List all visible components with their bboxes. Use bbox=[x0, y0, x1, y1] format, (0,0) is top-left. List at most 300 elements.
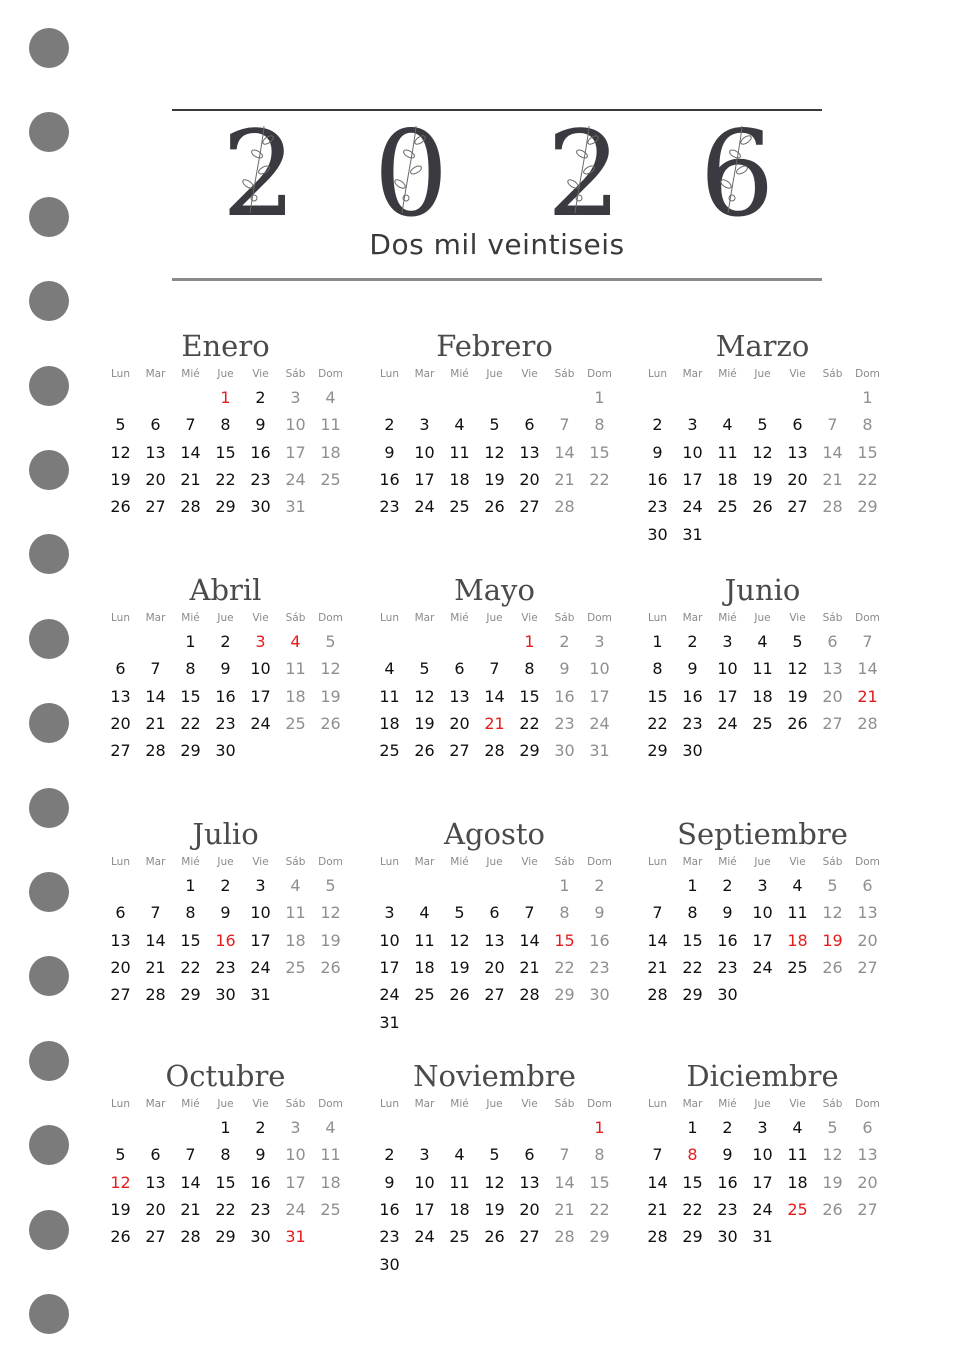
weekday-label: Vie bbox=[789, 1098, 806, 1110]
calendar-day: 6 bbox=[454, 659, 465, 679]
calendar-day: 6 bbox=[862, 876, 873, 895]
calendar-day: 3 bbox=[594, 632, 605, 651]
holiday-day: 21 bbox=[484, 713, 505, 733]
month-name: Noviembre bbox=[413, 1059, 576, 1093]
weekday-label: Mar bbox=[682, 368, 703, 380]
calendar-day: 22 bbox=[647, 713, 668, 733]
calendar-day: 29 bbox=[647, 741, 668, 761]
calendar-day: 5 bbox=[489, 415, 500, 435]
calendar-day: 24 bbox=[717, 713, 738, 733]
calendar-day: 8 bbox=[652, 659, 663, 679]
calendar-day: 13 bbox=[449, 686, 470, 706]
calendar-day: 2 bbox=[384, 1145, 395, 1165]
calendar-day: 8 bbox=[687, 903, 698, 923]
calendar-day: 15 bbox=[857, 442, 878, 462]
calendar-day: 28 bbox=[647, 985, 668, 1005]
calendar-day: 24 bbox=[285, 1199, 306, 1219]
calendar-day: 27 bbox=[484, 985, 505, 1005]
weekday-label: Jue bbox=[486, 612, 503, 624]
calendar-day: 31 bbox=[589, 741, 610, 761]
calendar-day: 18 bbox=[379, 713, 400, 733]
calendar-day: 21 bbox=[822, 469, 843, 489]
calendar-day: 1 bbox=[185, 876, 196, 895]
calendar-day: 6 bbox=[489, 903, 500, 923]
calendar-day: 28 bbox=[647, 1227, 668, 1247]
calendar-day: 31 bbox=[250, 985, 271, 1005]
calendar-day: 9 bbox=[594, 903, 605, 923]
calendar-day: 25 bbox=[717, 497, 738, 517]
weekday-label: Jue bbox=[754, 856, 771, 868]
weekday-label: Jue bbox=[217, 1098, 234, 1110]
calendar-day: 17 bbox=[682, 469, 703, 489]
year-digit: 2 bbox=[204, 118, 314, 230]
weekday-label: Lun bbox=[380, 368, 399, 380]
weekday-label: Vie bbox=[252, 368, 269, 380]
calendar-day: 11 bbox=[285, 659, 306, 679]
weekday-label: Dom bbox=[587, 856, 612, 868]
calendar-day: 28 bbox=[554, 497, 575, 517]
calendar-day: 12 bbox=[484, 1172, 505, 1192]
calendar-day: 16 bbox=[682, 686, 703, 706]
calendar-day: 20 bbox=[519, 469, 540, 489]
calendar-day: 9 bbox=[255, 1145, 266, 1165]
weekday-label: Lun bbox=[111, 1098, 130, 1110]
calendar-day: 9 bbox=[384, 442, 395, 462]
calendar-day: 13 bbox=[857, 1145, 878, 1165]
weekday-label: Mar bbox=[145, 368, 166, 380]
calendar-day: 29 bbox=[180, 741, 201, 761]
calendar-day: 24 bbox=[682, 497, 703, 517]
calendar-day: 14 bbox=[180, 442, 201, 462]
calendar-day: 23 bbox=[250, 469, 271, 489]
calendar-day: 3 bbox=[419, 1145, 430, 1165]
calendar-day: 28 bbox=[857, 713, 878, 733]
calendar-day: 26 bbox=[449, 985, 470, 1005]
calendar-day: 24 bbox=[285, 469, 306, 489]
calendar-day: 13 bbox=[110, 686, 131, 706]
calendar-day: 2 bbox=[559, 632, 570, 651]
calendar-day: 10 bbox=[717, 659, 738, 679]
calendar-day: 30 bbox=[250, 1227, 271, 1247]
weekday-label: Mar bbox=[682, 856, 703, 868]
calendar-day: 30 bbox=[589, 985, 610, 1005]
weekday-label: Jue bbox=[486, 856, 503, 868]
calendar-day: 1 bbox=[185, 632, 196, 651]
calendar-day: 16 bbox=[250, 1172, 271, 1192]
calendar-day: 25 bbox=[449, 497, 470, 517]
calendar-day: 14 bbox=[145, 686, 166, 706]
calendar-day: 18 bbox=[717, 469, 738, 489]
calendar-day: 12 bbox=[752, 442, 773, 462]
calendar-day: 6 bbox=[115, 659, 126, 679]
calendar-day: 18 bbox=[449, 469, 470, 489]
calendar-day: 2 bbox=[594, 876, 605, 895]
weekday-label: Mar bbox=[414, 368, 435, 380]
weekday-label: Jue bbox=[217, 856, 234, 868]
calendar-day: 27 bbox=[519, 1227, 540, 1247]
weekday-label: Dom bbox=[587, 612, 612, 624]
calendar-day: 28 bbox=[145, 741, 166, 761]
calendar-day: 27 bbox=[822, 713, 843, 733]
weekday-label: Sáb bbox=[554, 368, 575, 380]
calendar-day: 26 bbox=[752, 497, 773, 517]
calendar-day: 17 bbox=[414, 469, 435, 489]
calendar-day: 24 bbox=[379, 985, 400, 1005]
calendar-day: 6 bbox=[150, 415, 161, 435]
weekday-label: Mié bbox=[181, 368, 200, 380]
month-name: Junio bbox=[724, 573, 801, 607]
calendar-day: 19 bbox=[484, 1199, 505, 1219]
calendar-day: 6 bbox=[524, 415, 535, 435]
calendar-day: 28 bbox=[180, 497, 201, 517]
calendar-day: 23 bbox=[379, 1227, 400, 1247]
calendar-day: 2 bbox=[384, 415, 395, 435]
calendar-day: 6 bbox=[150, 1145, 161, 1165]
calendar-day: 9 bbox=[384, 1172, 395, 1192]
weekday-label: Mié bbox=[718, 1098, 737, 1110]
calendar-day: 26 bbox=[110, 497, 131, 517]
calendar-day: 18 bbox=[752, 686, 773, 706]
calendar-day: 1 bbox=[594, 388, 605, 407]
calendar-day: 20 bbox=[822, 686, 843, 706]
calendar-day: 12 bbox=[484, 442, 505, 462]
calendar-day: 19 bbox=[822, 1172, 843, 1192]
calendar-day: 29 bbox=[682, 985, 703, 1005]
weekday-label: Lun bbox=[380, 856, 399, 868]
calendar-day: 5 bbox=[827, 1118, 838, 1137]
calendar-day: 9 bbox=[220, 903, 231, 923]
calendar-day: 25 bbox=[379, 741, 400, 761]
calendar-day: 5 bbox=[115, 1145, 126, 1165]
calendar-day: 16 bbox=[717, 930, 738, 950]
weekday-label: Lun bbox=[380, 612, 399, 624]
calendar-day: 1 bbox=[652, 632, 663, 651]
calendar-day: 30 bbox=[717, 1227, 738, 1247]
calendar-day: 21 bbox=[519, 957, 540, 977]
calendar-day: 30 bbox=[717, 985, 738, 1005]
weekday-label: Sáb bbox=[822, 368, 843, 380]
calendar-day: 17 bbox=[285, 442, 306, 462]
calendar-day: 31 bbox=[285, 497, 306, 517]
calendar-day: 13 bbox=[787, 442, 808, 462]
calendar-day: 22 bbox=[554, 957, 575, 977]
calendar-day: 26 bbox=[110, 1227, 131, 1247]
weekday-label: Mar bbox=[414, 856, 435, 868]
calendar-day: 12 bbox=[787, 659, 808, 679]
calendar-day: 17 bbox=[250, 930, 271, 950]
weekday-label: Sáb bbox=[285, 1098, 306, 1110]
calendar-day: 26 bbox=[320, 957, 341, 977]
calendar-day: 30 bbox=[554, 741, 575, 761]
weekday-label: Mié bbox=[181, 612, 200, 624]
calendar-day: 2 bbox=[220, 632, 231, 651]
weekday-label: Lun bbox=[648, 612, 667, 624]
calendar-day: 29 bbox=[519, 741, 540, 761]
calendar-day: 10 bbox=[285, 415, 306, 435]
calendar-day: 29 bbox=[589, 1227, 610, 1247]
calendar-day: 8 bbox=[220, 415, 231, 435]
calendar-day: 17 bbox=[285, 1172, 306, 1192]
calendar-day: 20 bbox=[857, 930, 878, 950]
calendar-day: 13 bbox=[484, 930, 505, 950]
calendar-day: 7 bbox=[185, 1145, 196, 1165]
weekday-label: Lun bbox=[380, 1098, 399, 1110]
month-name: Enero bbox=[181, 329, 270, 363]
calendar-day: 7 bbox=[489, 659, 500, 679]
calendar-day: 15 bbox=[682, 1172, 703, 1192]
calendar-day: 12 bbox=[320, 659, 341, 679]
calendar-day: 13 bbox=[145, 442, 166, 462]
weekday-label: Vie bbox=[789, 856, 806, 868]
weekday-label: Sáb bbox=[554, 856, 575, 868]
weekday-label: Mié bbox=[718, 612, 737, 624]
calendar-day: 3 bbox=[757, 1118, 768, 1137]
calendar-day: 14 bbox=[484, 686, 505, 706]
calendar-day: 26 bbox=[787, 713, 808, 733]
calendar-day: 25 bbox=[320, 1199, 341, 1219]
calendar-day: 2 bbox=[652, 415, 663, 435]
calendar-day: 14 bbox=[647, 1172, 668, 1192]
calendar-day: 17 bbox=[752, 930, 773, 950]
weekday-label: Mié bbox=[450, 612, 469, 624]
calendar-day: 10 bbox=[250, 903, 271, 923]
calendar-day: 9 bbox=[687, 659, 698, 679]
weekday-label: Mar bbox=[414, 612, 435, 624]
holiday-day: 8 bbox=[687, 1145, 698, 1165]
calendar-day: 1 bbox=[220, 1118, 231, 1137]
calendar-day: 25 bbox=[285, 957, 306, 977]
weekday-label: Lun bbox=[648, 856, 667, 868]
calendar-day: 23 bbox=[589, 957, 610, 977]
calendar-day: 29 bbox=[682, 1227, 703, 1247]
calendar-day: 26 bbox=[414, 741, 435, 761]
calendar-day: 25 bbox=[285, 713, 306, 733]
weekday-label: Mié bbox=[181, 856, 200, 868]
weekday-label: Vie bbox=[252, 856, 269, 868]
calendar-day: 27 bbox=[857, 957, 878, 977]
calendar-day: 3 bbox=[255, 876, 266, 895]
calendar-day: 5 bbox=[792, 632, 803, 651]
year-digit: 6 bbox=[682, 118, 792, 230]
calendar-day: 21 bbox=[145, 713, 166, 733]
weekday-label: Sáb bbox=[822, 612, 843, 624]
holiday-day: 4 bbox=[290, 632, 301, 651]
calendar-day: 25 bbox=[787, 957, 808, 977]
weekday-label: Lun bbox=[111, 612, 130, 624]
calendar-day: 18 bbox=[320, 1172, 341, 1192]
calendar-day: 25 bbox=[320, 469, 341, 489]
calendar-day: 6 bbox=[524, 1145, 535, 1165]
calendar-day: 2 bbox=[722, 876, 733, 895]
calendar-day: 15 bbox=[180, 686, 201, 706]
calendar-day: 15 bbox=[589, 442, 610, 462]
weekday-label: Vie bbox=[521, 856, 538, 868]
calendar-day: 13 bbox=[145, 1172, 166, 1192]
calendar-day: 18 bbox=[787, 1172, 808, 1192]
calendar-day: 4 bbox=[792, 876, 803, 895]
weekday-label: Jue bbox=[754, 368, 771, 380]
weekday-label: Vie bbox=[252, 1098, 269, 1110]
calendar-day: 17 bbox=[752, 1172, 773, 1192]
calendar-day: 16 bbox=[379, 469, 400, 489]
calendar-day: 25 bbox=[414, 985, 435, 1005]
calendar-day: 8 bbox=[220, 1145, 231, 1165]
calendar-day: 16 bbox=[379, 1199, 400, 1219]
calendar-day: 6 bbox=[862, 1118, 873, 1137]
weekday-label: Sáb bbox=[554, 1098, 575, 1110]
calendar-day: 20 bbox=[110, 713, 131, 733]
calendar-day: 23 bbox=[379, 497, 400, 517]
calendar-day: 7 bbox=[185, 415, 196, 435]
calendar-day: 23 bbox=[682, 713, 703, 733]
weekday-label: Dom bbox=[318, 612, 343, 624]
weekday-label: Jue bbox=[754, 612, 771, 624]
weekday-label: Jue bbox=[217, 612, 234, 624]
month-name: Diciembre bbox=[686, 1059, 839, 1093]
calendar-day: 4 bbox=[757, 632, 768, 651]
calendar-day: 22 bbox=[180, 957, 201, 977]
calendar-day: 1 bbox=[687, 876, 698, 895]
calendar-day: 29 bbox=[215, 497, 236, 517]
calendar-day: 20 bbox=[145, 469, 166, 489]
calendar-day: 4 bbox=[384, 659, 395, 679]
calendar-day: 18 bbox=[285, 930, 306, 950]
calendar-day: 29 bbox=[180, 985, 201, 1005]
calendar-day: 7 bbox=[150, 659, 161, 679]
calendar-day: 10 bbox=[752, 903, 773, 923]
calendar-day: 5 bbox=[489, 1145, 500, 1165]
calendar-day: 13 bbox=[822, 659, 843, 679]
weekday-label: Mié bbox=[450, 1098, 469, 1110]
weekday-label: Mar bbox=[145, 856, 166, 868]
weekday-label: Jue bbox=[486, 1098, 503, 1110]
calendar-day: 19 bbox=[320, 930, 341, 950]
calendar-day: 4 bbox=[454, 1145, 465, 1165]
calendar-day: 19 bbox=[752, 469, 773, 489]
calendar-day: 9 bbox=[722, 1145, 733, 1165]
calendar-day: 15 bbox=[215, 1172, 236, 1192]
calendar-day: 30 bbox=[647, 524, 668, 544]
calendar-day: 10 bbox=[752, 1145, 773, 1165]
calendar-day: 27 bbox=[145, 1227, 166, 1247]
calendar-day: 20 bbox=[857, 1172, 878, 1192]
calendar-day: 8 bbox=[862, 415, 873, 435]
calendar-day: 24 bbox=[589, 713, 610, 733]
calendar-day: 11 bbox=[320, 415, 341, 435]
calendar-day: 8 bbox=[594, 415, 605, 435]
calendar-day: 19 bbox=[449, 957, 470, 977]
calendar-day: 15 bbox=[519, 686, 540, 706]
calendar-day: 4 bbox=[722, 415, 733, 435]
calendar-day: 14 bbox=[822, 442, 843, 462]
calendar-day: 26 bbox=[320, 713, 341, 733]
calendar-day: 22 bbox=[589, 469, 610, 489]
calendar-day: 11 bbox=[717, 442, 738, 462]
calendar-day: 5 bbox=[827, 876, 838, 895]
holiday-day: 1 bbox=[524, 632, 535, 651]
calendar-day: 21 bbox=[554, 469, 575, 489]
calendar-day: 22 bbox=[682, 957, 703, 977]
calendar-day: 15 bbox=[682, 930, 703, 950]
calendar-day: 12 bbox=[320, 903, 341, 923]
calendar-day: 6 bbox=[792, 415, 803, 435]
calendar-day: 10 bbox=[414, 442, 435, 462]
calendar-day: 8 bbox=[594, 1145, 605, 1165]
calendar-day: 28 bbox=[180, 1227, 201, 1247]
weekday-label: Mar bbox=[145, 612, 166, 624]
holiday-day: 1 bbox=[594, 1118, 605, 1137]
month-name: Agosto bbox=[444, 817, 545, 851]
calendar-day: 27 bbox=[145, 497, 166, 517]
calendar-day: 22 bbox=[857, 469, 878, 489]
calendar-day: 14 bbox=[554, 1172, 575, 1192]
month-name: Octubre bbox=[165, 1059, 286, 1093]
calendar-day: 10 bbox=[250, 659, 271, 679]
calendar-day: 10 bbox=[414, 1172, 435, 1192]
calendar-day: 20 bbox=[110, 957, 131, 977]
calendar-day: 22 bbox=[589, 1199, 610, 1219]
calendar-day: 24 bbox=[250, 713, 271, 733]
calendar-day: 21 bbox=[647, 1199, 668, 1219]
weekday-label: Dom bbox=[855, 856, 880, 868]
calendar-day: 21 bbox=[145, 957, 166, 977]
calendar-day: 4 bbox=[325, 388, 336, 407]
calendar-day: 27 bbox=[857, 1199, 878, 1219]
calendar-day: 20 bbox=[449, 713, 470, 733]
weekday-label: Dom bbox=[587, 368, 612, 380]
calendar-day: 24 bbox=[414, 497, 435, 517]
calendar-day: 22 bbox=[682, 1199, 703, 1219]
calendar-day: 16 bbox=[717, 1172, 738, 1192]
calendar-day: 2 bbox=[220, 876, 231, 895]
month-name: Julio bbox=[192, 817, 259, 851]
calendar-day: 5 bbox=[757, 415, 768, 435]
month-name: Mayo bbox=[454, 573, 535, 607]
calendar-day: 21 bbox=[180, 1199, 201, 1219]
calendar-day: 7 bbox=[862, 632, 873, 651]
calendar-day: 27 bbox=[787, 497, 808, 517]
calendar-day: 20 bbox=[145, 1199, 166, 1219]
calendar-day: 25 bbox=[752, 713, 773, 733]
weekday-label: Lun bbox=[111, 856, 130, 868]
calendar-day: 3 bbox=[290, 1118, 301, 1137]
calendar-day: 15 bbox=[180, 930, 201, 950]
calendar-day: 2 bbox=[722, 1118, 733, 1137]
calendar-day: 18 bbox=[414, 957, 435, 977]
calendar-day: 13 bbox=[110, 930, 131, 950]
year-digit: 2 bbox=[529, 118, 639, 230]
calendar-day: 17 bbox=[250, 686, 271, 706]
weekday-label: Mar bbox=[682, 1098, 703, 1110]
calendar-day: 8 bbox=[524, 659, 535, 679]
calendar-day: 12 bbox=[414, 686, 435, 706]
calendar-day: 23 bbox=[717, 1199, 738, 1219]
weekday-label: Vie bbox=[521, 368, 538, 380]
weekday-label: Jue bbox=[754, 1098, 771, 1110]
calendar-day: 18 bbox=[285, 686, 306, 706]
calendar-day: 11 bbox=[379, 686, 400, 706]
calendar-day: 8 bbox=[559, 903, 570, 923]
calendar-day: 30 bbox=[215, 985, 236, 1005]
calendar-day: 10 bbox=[682, 442, 703, 462]
calendar-day: 11 bbox=[320, 1145, 341, 1165]
calendar-day: 25 bbox=[449, 1227, 470, 1247]
calendar-day: 17 bbox=[379, 957, 400, 977]
calendar-day: 24 bbox=[752, 957, 773, 977]
calendar-day: 12 bbox=[449, 930, 470, 950]
calendar-day: 22 bbox=[215, 1199, 236, 1219]
calendar-day: 9 bbox=[652, 442, 663, 462]
